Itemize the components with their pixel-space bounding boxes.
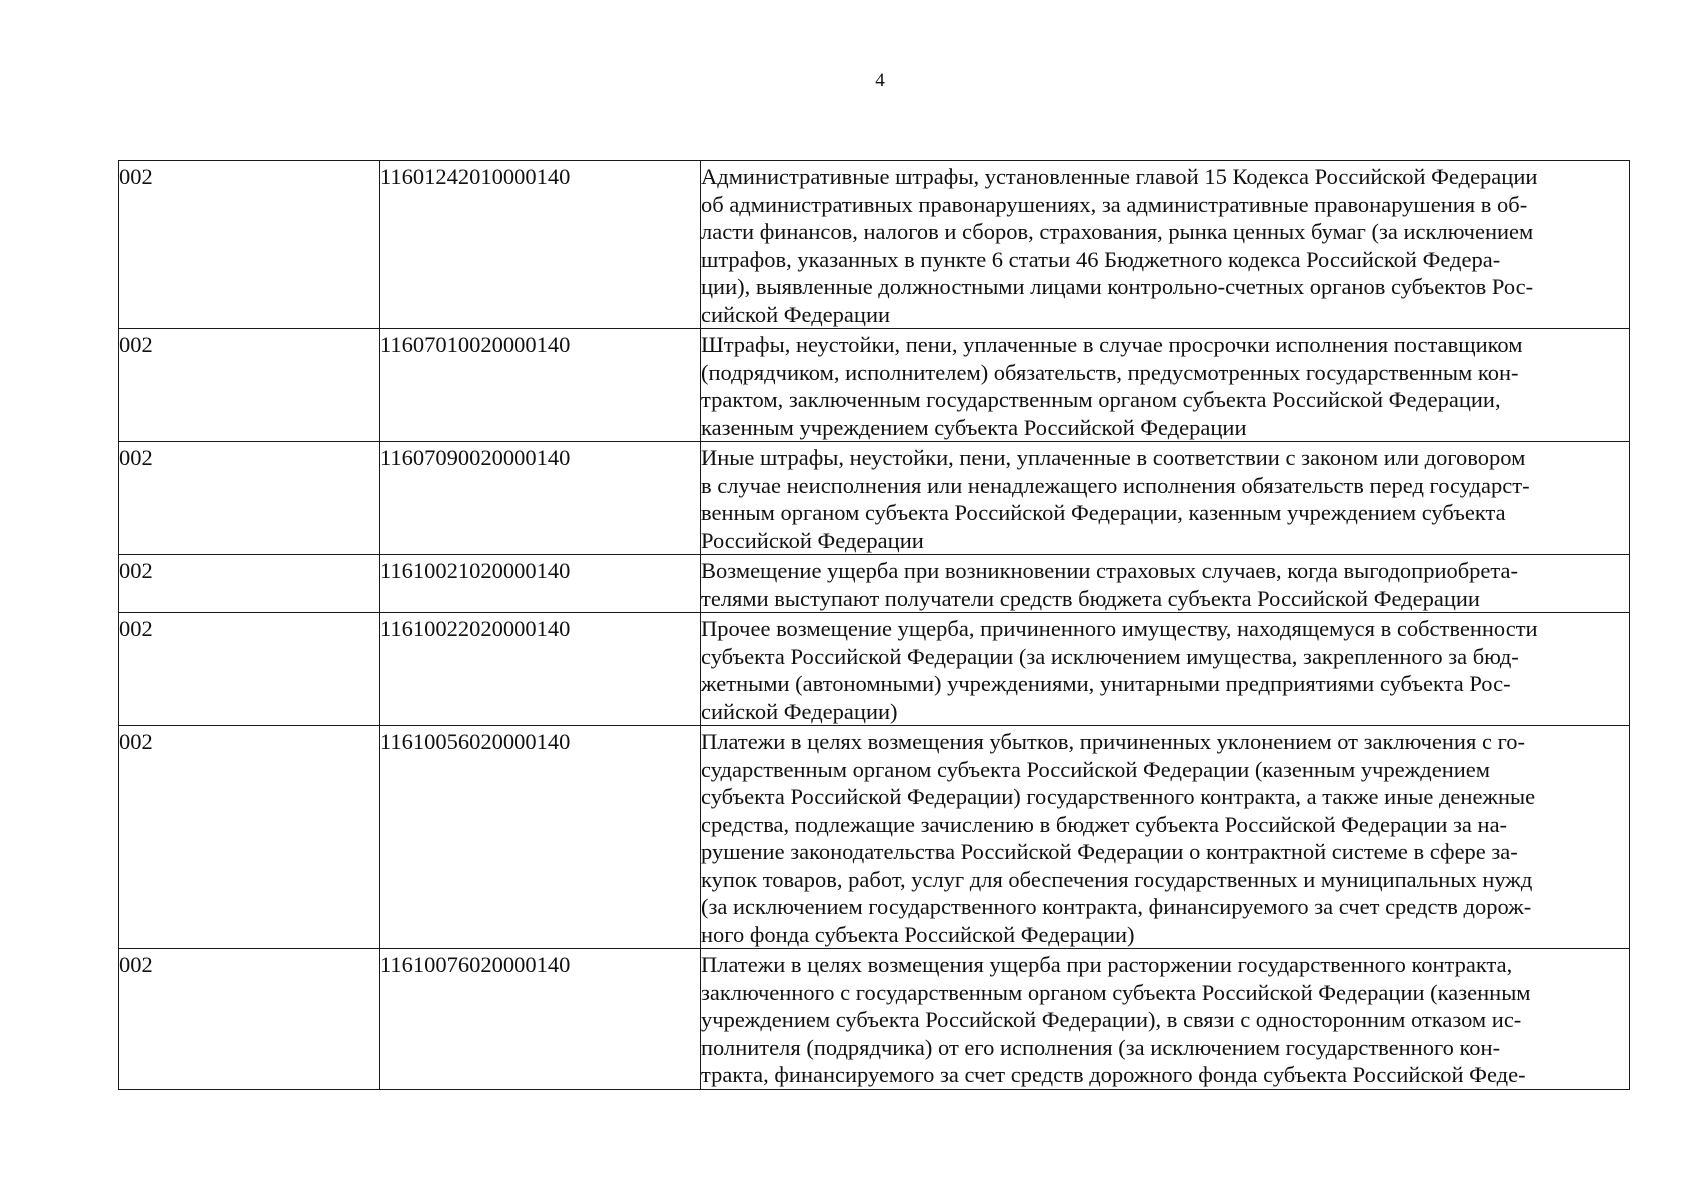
description-line: ласти финансов, налогов и сборов, страхования, рынка ценных бумаг (за исключением <box>701 219 1534 244</box>
page-number: 4 <box>875 70 885 91</box>
admin-code-cell: 002 <box>119 555 380 613</box>
table-row <box>119 613 1630 726</box>
description-line: казенным учреждением субъекта Российской Федерации <box>701 414 1247 440</box>
kbk-code-cell: 11610076020000140 <box>380 949 701 1090</box>
description-line: Платежи в целях возмещения ущерба при расторжении государственного контракта, <box>701 952 1513 977</box>
admin-code-cell: 002 <box>119 329 380 442</box>
description-line: учреждением субъекта Российской Федерации), в связи с односторонним отказом ис- <box>701 1007 1522 1032</box>
description-line: ции), выявленные должностными лицами контрольно-счетных органов субъектов Рос- <box>701 274 1534 299</box>
description-line: сийской Федерации <box>701 301 891 327</box>
description-cell <box>701 726 1630 949</box>
description-line: субъекта Российской Федерации) государственного контракта, а также иные денежные <box>701 784 1536 809</box>
description-cell <box>701 613 1630 726</box>
description-line: Российской Федерации <box>701 527 924 553</box>
description-line: субъекта Российской Федерации (за исключением имущества, закрепленного за бюд- <box>701 643 1519 669</box>
description-line: Штрафы, неустойки, пени, уплаченные в случае просрочки исполнения поставщиком <box>701 332 1523 357</box>
table-row <box>119 726 1630 949</box>
description-line: заключенного с государственным органом субъекта Российской Федерации (казенным <box>701 979 1531 1005</box>
kbk-code-cell: 11610056020000140 <box>380 726 701 949</box>
description-line: сударственным органом субъекта Российской Федерации (казенным учреждением <box>701 756 1491 782</box>
description-cell <box>701 329 1630 442</box>
description-cell <box>701 161 1630 329</box>
description-line: купок товаров, работ, услуг для обеспечения государственных и муниципальных нужд <box>701 866 1533 892</box>
budget-codes-table <box>118 160 1630 1090</box>
description-cell <box>701 442 1630 555</box>
admin-code-cell: 002 <box>119 442 380 555</box>
admin-code-cell: 002 <box>119 161 380 329</box>
description-line: телями выступают получатели средств бюджета субъекта Российской Федерации <box>701 585 1480 611</box>
description-line: Административные штрафы, установленные главой 15 Кодекса Российской Федерации <box>701 164 1538 189</box>
table-row <box>119 161 1630 329</box>
description-line: жетными (автономными) учреждениями, унитарными предприятиями субъекта Рос- <box>701 671 1511 696</box>
table-body <box>119 161 1630 1090</box>
description-line: об административных правонарушениях, за административные правонарушения в об- <box>701 191 1528 217</box>
description-line: сийской Федерации) <box>701 698 898 724</box>
admin-code-cell: 002 <box>119 613 380 726</box>
description-line: в случае неисполнения или ненадлежащего исполнения обязательств перед государст- <box>701 472 1530 498</box>
description-line: венным органом субъекта Российской Федерации, казенным учреждением субъекта <box>701 500 1506 525</box>
kbk-code-cell: 11607090020000140 <box>380 442 701 555</box>
kbk-code-cell: 11610021020000140 <box>380 555 701 613</box>
description-line: трактом, заключенным государственным органом субъекта Российской Федерации, <box>701 387 1501 412</box>
description-line: полнителя (подрядчика) от его исполнения (за исключением государственного кон- <box>701 1034 1501 1060</box>
table-row <box>119 329 1630 442</box>
table-row <box>119 555 1630 613</box>
description-line: (подрядчиком, исполнителем) обязательств, предусмотренных государственным кон- <box>701 359 1519 385</box>
description-line: Прочее возмещение ущерба, причиненного имуществу, находящемуся в собственности <box>701 616 1538 641</box>
admin-code-cell: 002 <box>119 949 380 1090</box>
description-cell <box>701 555 1630 613</box>
description-line: средства, подлежащие зачислению в бюджет субъекта Российской Федерации за на- <box>701 811 1508 837</box>
description-line: рушение законодательства Российской Федерации о контрактной системе в сфере за- <box>701 839 1518 864</box>
description-line: Платежи в целях возмещения убытков, причиненных уклонением от заключения с го- <box>701 729 1525 754</box>
admin-code-cell: 002 <box>119 726 380 949</box>
description-line: ного фонда субъекта Российской Федерации) <box>701 921 1135 947</box>
description-line: тракта, финансируемого за счет средств дорожного фонда субъекта Российской Феде- <box>701 1062 1526 1087</box>
table-row <box>119 442 1630 555</box>
description-cell <box>701 949 1630 1090</box>
kbk-code-cell: 11601242010000140 <box>380 161 701 329</box>
description-line: (за исключением государственного контракта, финансируемого за счет средств дорож- <box>701 894 1532 919</box>
description-line: штрафов, указанных в пункте 6 статьи 46 Бюджетного кодекса Российской Федера- <box>701 246 1501 272</box>
table-row <box>119 949 1630 1090</box>
description-line: Иные штрафы, неустойки, пени, уплаченные в соответствии с законом или договором <box>701 445 1526 470</box>
kbk-code-cell: 11610022020000140 <box>380 613 701 726</box>
description-line: Возмещение ущерба при возникновении страховых случаев, когда выгодоприобрета- <box>701 558 1519 583</box>
kbk-code-cell: 11607010020000140 <box>380 329 701 442</box>
